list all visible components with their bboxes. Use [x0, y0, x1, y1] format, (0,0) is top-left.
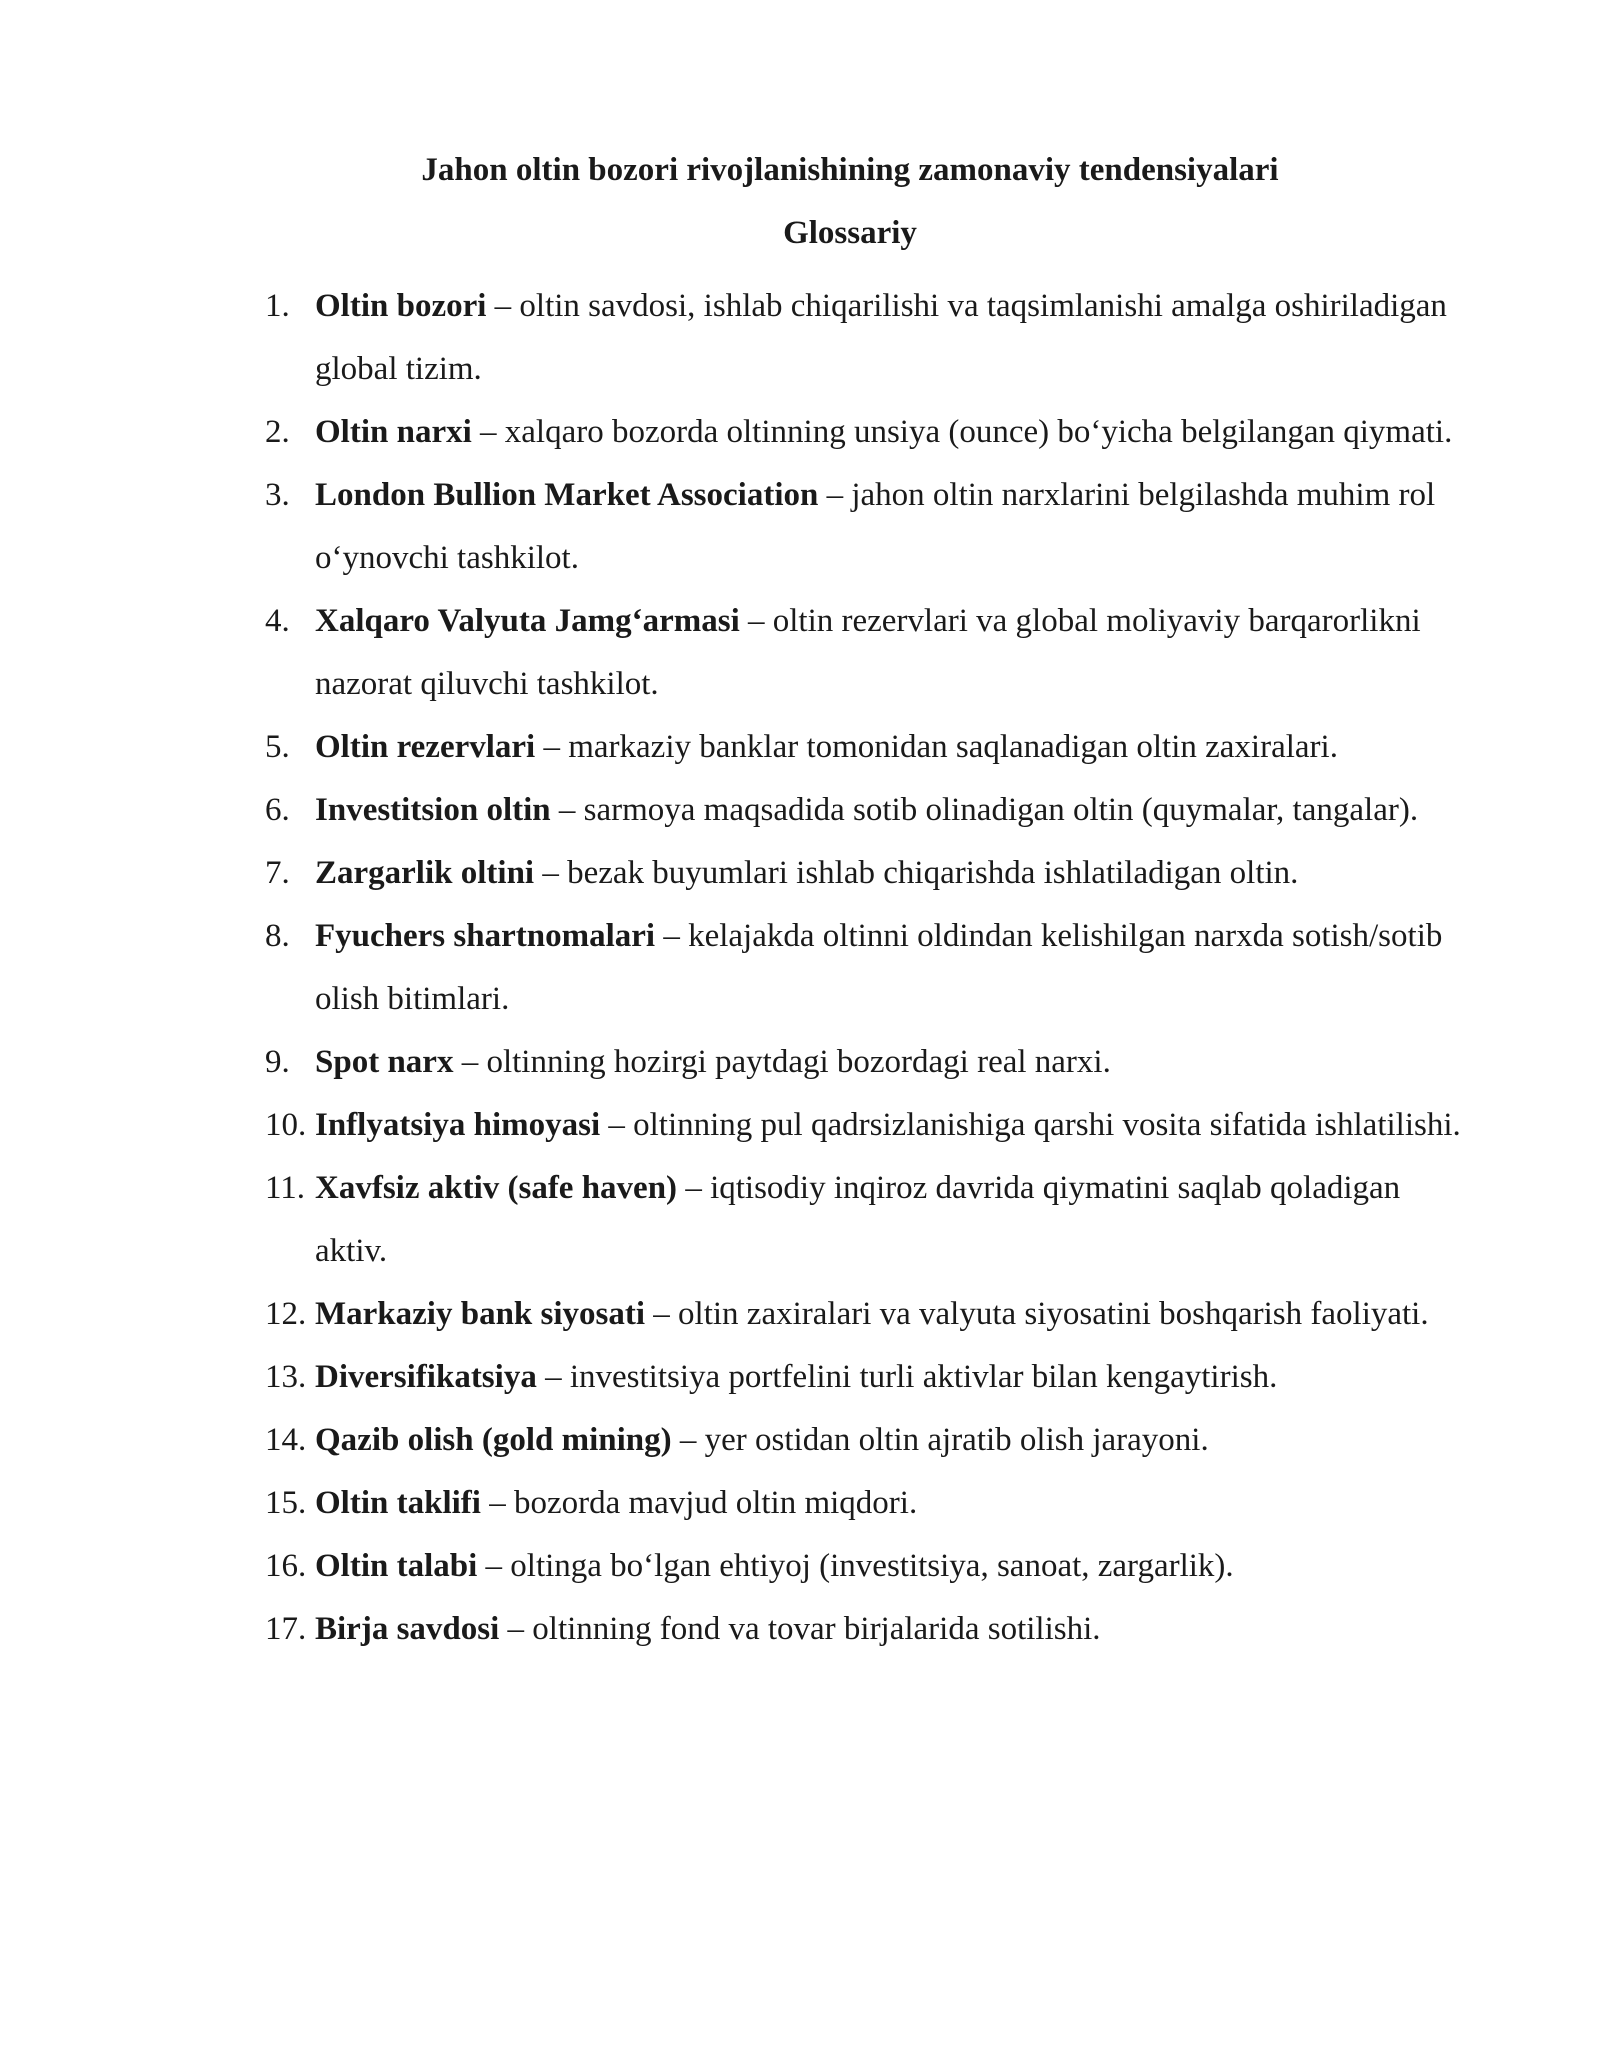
entry-term: Oltin talabi	[315, 1548, 478, 1584]
entry-number: 15.	[265, 1485, 307, 1521]
entry-definition: – bozorda mavjud oltin miqdori.	[480, 1485, 918, 1521]
entry-number: 7.	[265, 855, 290, 891]
glossary-entry	[265, 1472, 1465, 1535]
entry-definition: – jahon oltin narxlarini belgilashda muhim rol o‘ynovchi tashkilot.	[315, 477, 1436, 576]
entry-number: 11.	[265, 1170, 306, 1206]
entry-number: 5.	[265, 729, 290, 765]
entry-number: 4.	[265, 603, 290, 639]
glossary-list	[265, 275, 1465, 1661]
entry-definition: – xalqaro bozorda oltinning unsiya (ounce) bo‘yicha belgilangan qiymati.	[471, 414, 1453, 450]
entry-term: Oltin bozori	[315, 288, 487, 324]
glossary-entry	[265, 716, 1465, 779]
entry-term: Zargarlik oltini	[315, 855, 535, 891]
entry-term: Qazib olish (gold mining)	[315, 1422, 672, 1458]
glossary-entry	[265, 464, 1465, 590]
glossary-entry	[265, 275, 1465, 401]
entry-definition: – bezak buyumlari ishlab chiqarishda ishlatiladigan oltin.	[534, 855, 1299, 891]
entry-term: London Bullion Market Association	[315, 477, 819, 513]
entry-term: Inflyatsiya himoyasi	[315, 1107, 601, 1143]
entry-term: Spot narx	[315, 1044, 454, 1080]
entry-term: Oltin rezervlari	[315, 729, 536, 765]
glossary-entry	[265, 1535, 1465, 1598]
entry-term: Xalqaro Valyuta Jamg‘armasi	[315, 603, 740, 639]
entry-number: 6.	[265, 792, 290, 828]
entry-definition: – oltin rezervlari va global moliyaviy barqarorlikni nazorat qiluvchi tashkilot.	[315, 603, 1421, 702]
glossary-entry	[265, 401, 1465, 464]
glossary-entry	[265, 779, 1465, 842]
entry-number: 3.	[265, 477, 290, 513]
entry-number: 10.	[265, 1107, 307, 1143]
entry-definition: – markaziy banklar tomonidan saqlanadigan oltin zaxiralari.	[535, 729, 1338, 765]
entry-definition: – sarmoya maqsadida sotib olinadigan oltin (quymalar, tangalar).	[550, 792, 1419, 828]
glossary-entry	[265, 1157, 1465, 1283]
glossary-entry	[265, 1094, 1465, 1157]
entry-number: 12.	[265, 1296, 307, 1332]
glossary-entry	[265, 1598, 1465, 1661]
glossary-entry	[265, 1283, 1465, 1346]
glossary-entry	[265, 1346, 1465, 1409]
entry-definition: – oltinning pul qadrsizlanishiga qarshi vosita sifatida ishlatilishi.	[600, 1107, 1461, 1143]
entry-term: Xavfsiz aktiv (safe haven)	[315, 1170, 678, 1206]
entry-definition: – iqtisodiy inqiroz davrida qiymatini saqlab qoladigan aktiv.	[315, 1170, 1401, 1269]
page-title: Jahon oltin bozori rivojlanishining zamonaviy tendensiyalari	[421, 152, 1279, 188]
entry-term: Birja savdosi	[315, 1611, 500, 1647]
entry-definition: – oltin zaxiralari va valyuta siyosatini boshqarish faoliyati.	[645, 1296, 1429, 1332]
page-subtitle: Glossariy	[783, 215, 917, 251]
entry-number: 16.	[265, 1548, 307, 1584]
glossary-entry	[265, 905, 1465, 1031]
entry-definition: – oltinning fond va tovar birjalarida sotilishi.	[499, 1611, 1101, 1647]
glossary-entry	[265, 1031, 1465, 1094]
entry-term: Diversifikatsiya	[315, 1359, 537, 1395]
entry-number: 8.	[265, 918, 290, 954]
glossary-entry	[265, 1409, 1465, 1472]
entry-number: 17.	[265, 1611, 307, 1647]
entry-definition: – kelajakda oltinni oldindan kelishilgan narxda sotish/sotib olish bitimlari.	[315, 918, 1443, 1017]
glossary-entry	[265, 590, 1465, 716]
entry-definition: – oltinga bo‘lgan ehtiyoj (investitsiya, sanoat, zargarlik).	[477, 1548, 1234, 1584]
entry-definition: – oltinning hozirgi paytdagi bozordagi real narxi.	[453, 1044, 1111, 1080]
glossary-entry	[265, 842, 1465, 905]
entry-term: Investitsion oltin	[315, 792, 551, 828]
entry-number: 9.	[265, 1044, 290, 1080]
entry-definition: – yer ostidan oltin ajratib olish jarayoni.	[671, 1422, 1209, 1458]
entry-definition: – investitsiya portfelini turli aktivlar bilan kengaytirish.	[536, 1359, 1278, 1395]
entry-number: 2.	[265, 414, 290, 450]
entry-term: Fyuchers shartnomalari	[315, 918, 656, 954]
entry-number: 13.	[265, 1359, 307, 1395]
entry-term: Oltin narxi	[315, 414, 472, 450]
entry-definition: – oltin savdosi, ishlab chiqarilishi va taqsimlanishi amalga oshiriladigan global tizim.	[315, 288, 1447, 387]
entry-term: Markaziy bank siyosati	[315, 1296, 646, 1332]
entry-number: 1.	[265, 288, 290, 324]
entry-number: 14.	[265, 1422, 307, 1458]
entry-term: Oltin taklifi	[315, 1485, 481, 1521]
